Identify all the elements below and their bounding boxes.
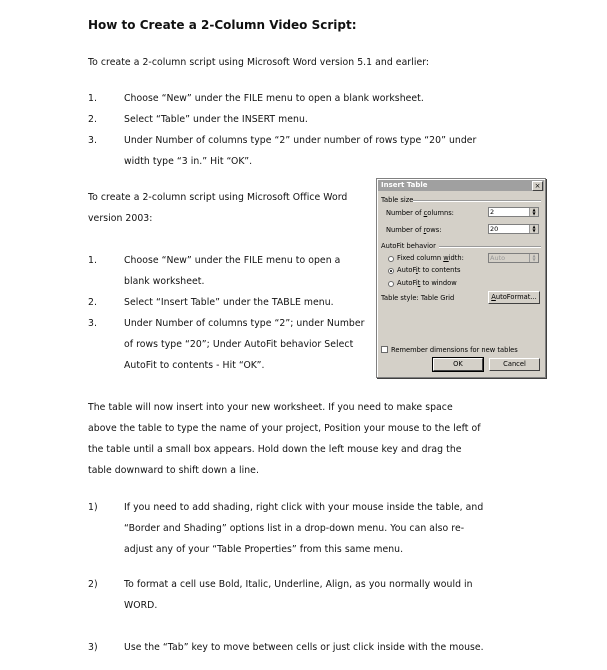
body-paragraph-line: table downward to shift down a line. [88, 465, 259, 476]
remember-checkbox[interactable] [381, 346, 388, 353]
step-number: 1. [88, 255, 97, 266]
step-number: 3. [88, 318, 97, 329]
dialog-title-bar [378, 180, 544, 191]
tip-text: WORD. [124, 600, 158, 611]
rows-label: Number of rows: [386, 226, 442, 234]
autofit-window-radio[interactable] [388, 281, 394, 287]
tip-number: 3) [88, 642, 98, 653]
tip-text: adjust any of your “Table Properties” from this same menu. [124, 544, 404, 555]
cancel-button[interactable]: Cancel [489, 358, 540, 371]
autofit-contents-label: AutoFit to contents [397, 266, 461, 274]
step-text: Under Number of columns type “2”; under Number [124, 318, 365, 329]
intro-word51: To create a 2-column script using Microsoft Word version 5.1 and earlier: [88, 57, 430, 68]
step-text: Choose “New” under the FILE menu to open a [124, 255, 341, 266]
columns-label: Number of columns: [386, 209, 454, 217]
step-text: AutoFit to contents - Hit “OK”. [124, 360, 265, 371]
step-text: width type “3 in.” Hit “OK”. [124, 156, 253, 167]
tip-text: “Border and Shading” options list in a drop-down menu. You can also re- [124, 523, 465, 534]
autofit-contents-radio[interactable] [388, 268, 394, 274]
autofit-window-label: AutoFit to window [397, 279, 457, 287]
spin-arrows-icon[interactable]: ▲ ▼ [529, 254, 538, 262]
rows-spinner[interactable] [488, 224, 539, 234]
rows-value: 20 [490, 225, 499, 233]
body-paragraph-line: The table will now insert into your new worksheet. If you need to make space [88, 402, 453, 413]
fixed-width-radio[interactable] [388, 256, 394, 262]
step-number: 2. [88, 297, 97, 308]
page-title: How to Create a 2-Column Video Script: [88, 18, 357, 32]
step-text: Select “Table” under the INSERT menu. [124, 114, 308, 125]
step-number: 1. [88, 93, 97, 104]
step-text: Select “Insert Table” under the TABLE menu. [124, 297, 334, 308]
step-text: Under Number of columns type “2” under number of rows type “20” under [124, 135, 477, 146]
step-text: of rows type “20”; Under AutoFit behavior Select [124, 339, 354, 350]
intro-office2003: version 2003: [88, 213, 153, 224]
autofit-behavior-label: AutoFit behavior [381, 242, 436, 250]
ok-button[interactable]: OK [433, 358, 483, 371]
insert-table-dialog [376, 178, 546, 378]
divider [439, 246, 541, 248]
intro-office2003: To create a 2-column script using Microsoft Office Word [88, 192, 348, 203]
close-icon[interactable]: × [532, 181, 543, 191]
step-text: blank worksheet. [124, 276, 205, 287]
fixed-width-value: Auto [490, 254, 506, 262]
fixed-width-label: Fixed column width: [397, 254, 464, 262]
tip-number: 2) [88, 579, 98, 590]
divider [413, 200, 541, 202]
body-paragraph-line: the table until a small box appears. Hold down the left mouse key and drag the [88, 444, 462, 455]
tip-text: If you need to add shading, right click with your mouse inside the table, and [124, 502, 484, 513]
table-size-label: Table size [381, 196, 414, 204]
spin-arrows-icon[interactable]: ▲ ▼ [529, 225, 538, 233]
remember-label: Remember dimensions for new tables [391, 346, 518, 354]
table-style-label: Table style: Table Grid [381, 294, 455, 302]
columns-value: 2 [490, 208, 495, 216]
body-paragraph-line: above the table to type the name of your project, Position your mouse to the left of [88, 423, 481, 434]
step-number: 3. [88, 135, 97, 146]
columns-spinner[interactable] [488, 207, 539, 217]
tip-number: 1) [88, 502, 98, 513]
step-text: Choose “New” under the FILE menu to open a blank worksheet. [124, 93, 424, 104]
tip-text: To format a cell use Bold, Italic, Underline, Align, as you normally would in [124, 579, 473, 590]
dialog-title: Insert Table [381, 181, 428, 189]
fixed-width-spinner[interactable] [488, 253, 539, 263]
spin-arrows-icon[interactable]: ▲ ▼ [529, 208, 538, 216]
autoformat-button[interactable]: AutoFormat... [488, 291, 540, 304]
tip-text: Use the “Tab” key to move between cells or just click inside with the mouse. [124, 642, 484, 653]
step-number: 2. [88, 114, 97, 125]
